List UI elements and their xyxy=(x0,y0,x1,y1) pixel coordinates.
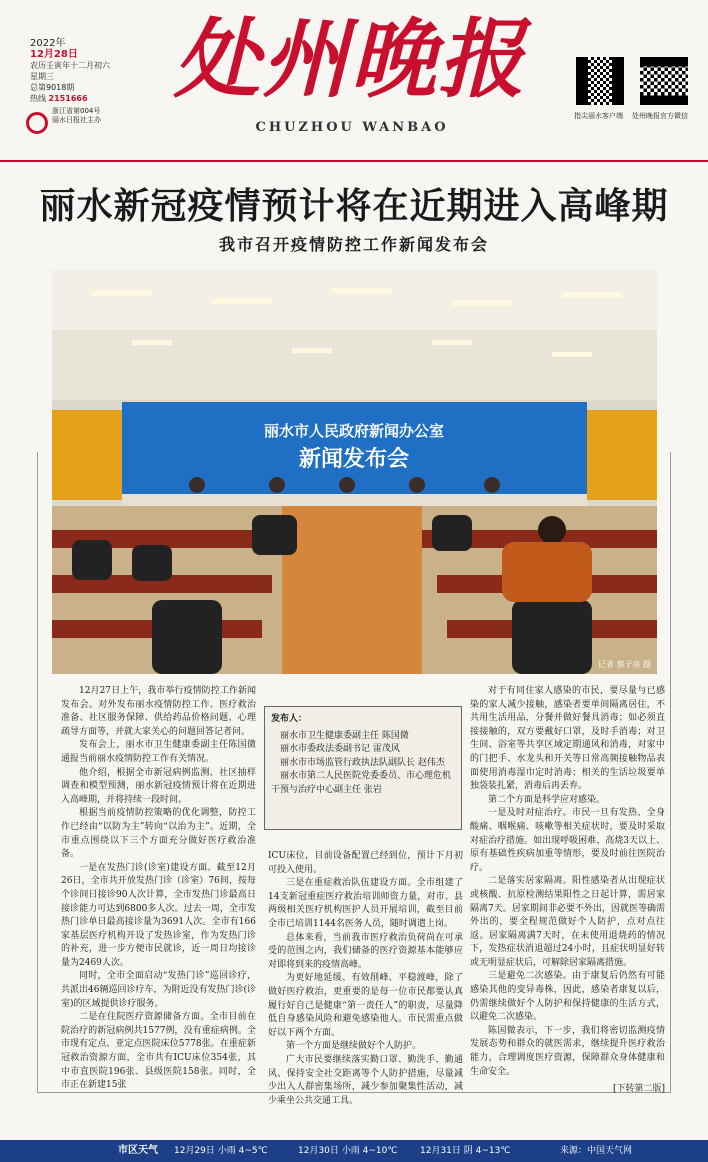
paragraph: 他介绍，根据全市新冠病例监测、社区抽样调查和模型预测，丽水新冠疫情预计将在近期进入高峰期，并将持续一段时间。 xyxy=(61,767,256,805)
paragraph: 第一个方面是继续做好个人防护。 xyxy=(286,1041,422,1052)
paragraph: 根据当前疫情防控策略的优化调整，防控工作已经由“以防为主”转向“以治为主”。近期，全市重点围绕以下三个方面充分做好医疗救治准备。 xyxy=(61,808,256,860)
paragraph: 一是在发热门诊(诊室)建设方面。截至12月26日，全市共开放发热门诊（诊室）76间，按每个诊间日接诊90人次计算，全市发热门诊最高日接诊能力可达到6800多人次。过去一周，全市发热门诊单日最高接诊量为3691人次。全市有166家基层医疗机构开设了发热诊室，作为发热门诊的补充，进一步方便市民就诊，近一周日均接诊量为2469人次。 xyxy=(61,862,256,968)
article-column xyxy=(268,850,463,1108)
qr-caption: 处州晚报官方微信 xyxy=(632,112,688,120)
paragraph: ICU床位，目前设备配置已经到位，预计下月初可投入使用。 xyxy=(268,851,463,875)
weather-day: 12月29日 小雨 4~5℃ xyxy=(174,1146,268,1156)
photo-illustration xyxy=(52,270,657,674)
weather-bar xyxy=(0,1140,708,1162)
article-column xyxy=(470,685,665,1097)
article-column xyxy=(61,685,256,1093)
speakers-box xyxy=(264,706,462,830)
weekday: 星期三 xyxy=(30,72,54,81)
weather-day: 12月30日 小雨 4~10℃ xyxy=(298,1146,398,1156)
qr-code-icon[interactable] xyxy=(640,57,688,105)
paragraph: 二是落实居家隔离。阳性感染者从出现症状或核酸、抗原检测结果阳性之日起计算，需居家隔离7天。居家期间非必要不外出，因就医等确需外出的，要全程规范做好个人防护，点对点往返。居家隔离满7天时，在未使用退烧药的情况下，发热症状消退超过24小时，且症状明显好转或无明显症状后，可解除居家隔离措施。 xyxy=(470,876,665,968)
hotline xyxy=(30,93,110,104)
paragraph: 陈国微表示，下一步，我们将密切监测疫情发展态势和群众的就医需求，继续提升医疗救治能力，合理调度医疗资源，保障群众身体健康和生命安全。 xyxy=(470,1025,665,1077)
sponsor-line: 浙江省第004号 xyxy=(52,107,101,115)
speaker: 丽水市委政法委副书记 雷茂风 xyxy=(280,744,400,755)
newspaper-subtitle: CHUZHOU WANBAO xyxy=(255,120,449,135)
subheadline: 我市召开疫情防控工作新闻发布会 xyxy=(218,235,489,254)
newspaper-title: 处州晚报 xyxy=(174,9,526,110)
headline: 丽水新冠疫情预计将在近期进入高峰期 xyxy=(39,186,669,227)
paragraph: 广大市民要继续落实勤口罩、勤洗手、勤通风、保持安全社交距离等个人防护措施，尽量减少出入人群密集场所，减少参加聚集性活动，减少乘坐公共交通工具。 xyxy=(268,1054,463,1106)
paragraph: 一是及时对症治疗。市民一旦有发热、全身酸痛、咽喉痛、咳嗽等相关症状时，要及时采取对症治疗措施。如出现呼吸困难、高烧3天以上、原有基础性疾病加重等情形，要及时前往医院治疗。 xyxy=(470,808,665,873)
paragraph: 总体来看，当前我市医疗救治负荷尚在可承受的范围之内，我们储备的医疗资源基本能够应对即将到来的疫情高峰。 xyxy=(268,932,463,970)
issue-number: 总第9018期 xyxy=(30,83,75,92)
weather-source: 来源：中国天气网 xyxy=(560,1146,633,1156)
paragraph: 发布会上，丽水市卫生健康委副主任陈国微通报当前丽水疫情防控工作有关情况。 xyxy=(61,740,256,764)
publisher-logo-icon xyxy=(26,112,48,134)
press-conference-photo xyxy=(52,270,657,674)
date-block xyxy=(30,38,110,104)
lunar-date: 农历壬寅年十二月初六 xyxy=(30,61,110,70)
sponsor-line: 丽水日报社主办 xyxy=(52,116,101,124)
speaker: 丽水市卫生健康委副主任 陈国微 xyxy=(280,730,409,741)
sponsor-info xyxy=(52,107,101,125)
paragraph: 三是避免二次感染。由于康复后仍然有可能感染其他的变异毒株，因此，感染者康复以后，仍需继续做好个人防护和保持健康的生活方式，以避免二次感染。 xyxy=(470,971,665,1023)
year: 2022年 xyxy=(30,38,66,49)
speaker: 丽水市市场监管行政执法队副队长 赵伟杰 xyxy=(280,757,445,768)
paragraph: 12月27日上午，我市举行疫情防控工作新闻发布会。对外发布丽水疫情防控工作、医疗救治准备、社区服务保障、供给药品价格问题、心理疏导方面等，并就大家关心的问题回答记者问。 xyxy=(61,686,256,737)
hotline-label: 热线 xyxy=(30,94,46,103)
photo-credit: 记者 蔡子亮 摄 xyxy=(597,660,651,669)
paragraph: 为更好地延缓、有效削峰、平稳渡峰，除了做好医疗救治，更重要的是每一位市民都要认真履行好自己是健康“第一责任人”的职责，尽量降低自身感染风险和避免感染他人。市民需重点做好以下两个方面。 xyxy=(268,973,463,1038)
qr-caption: 指尖丽水客户端 xyxy=(574,112,623,120)
qr-code-icon[interactable] xyxy=(576,57,624,105)
speaker: 丽水市第二人民医院党委委员、市心理危机干预与治疗中心副主任 张岩 xyxy=(271,771,452,795)
paragraph: 同时，全市全面启动“发热门诊”巡回诊疗，共派出46辆巡回诊疗车，为附近没有发热门诊(诊室)的区域提供诊疗服务。 xyxy=(61,971,256,1009)
paragraph: 第二个方面是科学应对感染。 xyxy=(488,794,606,805)
month-day: 12月28日 xyxy=(30,49,78,60)
divider xyxy=(0,160,708,162)
hotline-number: 2151666 xyxy=(48,94,88,103)
speakers-label: 发布人： xyxy=(271,714,308,724)
banner-line2: 新闻发布会 xyxy=(298,446,410,472)
paragraph: 对于有同住家人感染的市民，要尽量与已感染的家人减少接触，感染者要单间隔离居住，不共用生活用品，分餐并做好餐具消毒；如必须直接接触的，双方要戴好口罩，及时手消毒；对卫生间、浴室等共享区域定期通风和消毒，对家中的门把手、水龙头和开关等日常高频接触物品表面使用消毒湿巾定时消毒；相关的生活垃圾要单独袋装扎紧，消毒后再丢弃。 xyxy=(470,686,665,792)
weather-label: 市区天气 xyxy=(118,1145,158,1156)
paragraph: 二是在住院医疗资源储备方面。全市目前在院治疗的新冠病例共1577例，没有重症病例。全市现有定点、亚定点医院床位5778张。在重症新冠救治资源方面，全市共有ICU床位354张，其中市直医院196张、县级医院158张。同时，全市正在新建15张 xyxy=(61,1012,256,1091)
paragraph: 三是在重症救治队伍建设方面。全市组建了14支新冠重症医疗救治培训师资力量，对市、县两级相关医疗机构医护人员开展培训，截至目前全市已培训1144名医务人员，随时调遣上岗。 xyxy=(268,878,463,929)
weather-day: 12月31日 阴 4~13℃ xyxy=(420,1146,511,1156)
masthead xyxy=(0,0,708,160)
continued-link[interactable]: [下转第二版] xyxy=(612,1084,665,1095)
banner-line1: 丽水市人民政府新闻办公室 xyxy=(263,422,445,440)
